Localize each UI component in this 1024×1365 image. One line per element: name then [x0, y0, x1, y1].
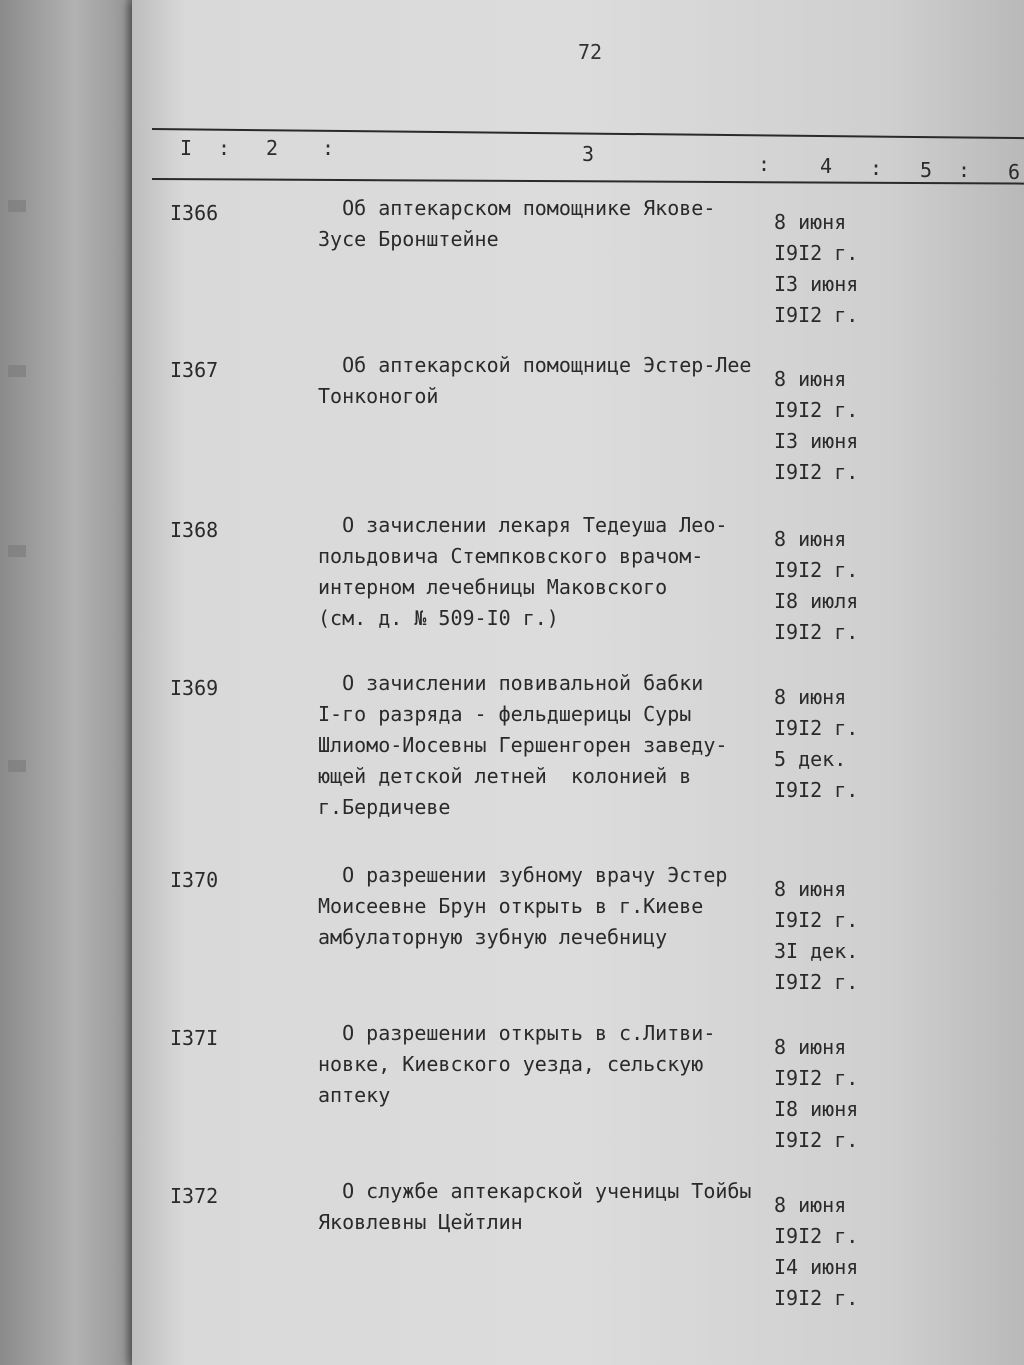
column-separator: :: [322, 136, 335, 160]
entry-year: I9I2 г.: [774, 1224, 859, 1248]
entry-date: 8 июня: [774, 527, 847, 551]
facing-page-mark: [8, 545, 26, 557]
entry-title-line: ющей детской летней колонией в: [318, 764, 692, 788]
entry-title: [318, 510, 778, 634]
entry-title: [318, 860, 778, 953]
column-separator: :: [870, 156, 883, 180]
facing-page-mark: [8, 200, 26, 212]
entry-date: I4 июня: [774, 1255, 859, 1279]
facing-page: [0, 0, 135, 1365]
entry-dates: [774, 1032, 858, 1156]
entry-year: I9I2 г.: [774, 460, 859, 484]
entry-date: I8 июня: [774, 1097, 859, 1121]
entry-year: I9I2 г.: [774, 241, 859, 265]
column-header-5: 5: [920, 158, 933, 182]
entry-number: I370: [170, 868, 219, 892]
column-header-6: 6: [1008, 160, 1021, 184]
entry-year: I9I2 г.: [774, 1066, 859, 1090]
entry-number: I368: [170, 518, 219, 542]
entry-year: I9I2 г.: [774, 558, 859, 582]
entry-date: 3I дек.: [774, 939, 859, 963]
column-separator: :: [958, 158, 971, 182]
entry-dates: [774, 682, 858, 806]
entry-dates: [774, 364, 858, 488]
entry-title: [318, 1018, 778, 1111]
entry-date: I3 июня: [774, 429, 859, 453]
column-header-1: I: [180, 136, 193, 160]
entry-date: 5 дек.: [774, 747, 847, 771]
entry-date: I3 июня: [774, 272, 859, 296]
entry-title-line: Об аптекарском помощнике Якове-: [318, 196, 716, 220]
page-number: 72: [578, 40, 603, 64]
entry-date: 8 июня: [774, 877, 847, 901]
entry-year: I9I2 г.: [774, 778, 859, 802]
entry-dates: [774, 207, 858, 331]
entry-number: I37I: [170, 1026, 219, 1050]
entry-number: I367: [170, 358, 219, 382]
entry-year: I9I2 г.: [774, 1128, 859, 1152]
column-header-3: 3: [582, 142, 595, 166]
entry-title-line: интерном лечебницы Маковского: [318, 575, 668, 599]
entry-year: I9I2 г.: [774, 303, 859, 327]
entry-title-line: Тонконогой: [318, 384, 439, 408]
entry-date: 8 июня: [774, 685, 847, 709]
entry-title-line: амбулаторную зубную лечебницу: [318, 925, 668, 949]
entry-title-line: Моисеевне Брун открыть в г.Киеве: [318, 894, 704, 918]
facing-page-mark: [8, 760, 26, 772]
entry-year: I9I2 г.: [774, 620, 859, 644]
entry-title: [318, 1176, 778, 1238]
entry-date: 8 июня: [774, 1035, 847, 1059]
entry-title-line: Шлиомо-Иосевны Гершенгорен заведу-: [318, 733, 728, 757]
facing-page-mark: [8, 365, 26, 377]
entry-year: I9I2 г.: [774, 716, 859, 740]
entry-title-line: I-го разряда - фельдшерицы Суры: [318, 702, 692, 726]
entry-year: I9I2 г.: [774, 398, 859, 422]
column-header-2: 2: [266, 136, 279, 160]
entry-title-line: Об аптекарской помощнице Эстер-Лее: [318, 353, 752, 377]
entry-year: I9I2 г.: [774, 1286, 859, 1310]
entry-year: I9I2 г.: [774, 970, 859, 994]
entry-title: [318, 193, 778, 255]
entry-title-line: аптеку: [318, 1083, 391, 1107]
entry-title-line: О разрешении зубному врачу Эстер: [318, 863, 728, 887]
entry-title-line: О службе аптекарской ученицы Тойбы: [318, 1179, 752, 1203]
entry-date: 8 июня: [774, 367, 847, 391]
entry-title-line: г.Бердичеве: [318, 795, 451, 819]
column-separator: :: [758, 152, 771, 176]
entry-title-line: О разрешении открыть в с.Литви-: [318, 1021, 716, 1045]
column-separator: :: [218, 136, 231, 160]
entry-title: [318, 668, 778, 823]
column-header-4: 4: [820, 154, 833, 178]
entry-number: I369: [170, 676, 219, 700]
entry-title-line: О зачислении повивальной бабки: [318, 671, 704, 695]
entry-title-line: Яковлевны Цейтлин: [318, 1210, 523, 1234]
entry-title: [318, 350, 778, 412]
entry-title-line: (см. д. № 509-I0 г.): [318, 606, 559, 630]
entry-date: 8 июня: [774, 1193, 847, 1217]
entry-title-line: О зачислении лекаря Тедеуша Лео-: [318, 513, 728, 537]
entry-dates: [774, 874, 858, 998]
entry-year: I9I2 г.: [774, 908, 859, 932]
entry-dates: [774, 524, 858, 648]
entry-number: I372: [170, 1184, 219, 1208]
entry-title-line: Зусе Бронштейне: [318, 227, 499, 251]
entry-title-line: польдовича Стемпковского врачом-: [318, 544, 704, 568]
entry-dates: [774, 1190, 858, 1314]
entry-date: I8 июля: [774, 589, 859, 613]
entry-title-line: новке, Киевского уезда, сельскую: [318, 1052, 704, 1076]
entry-number: I366: [170, 201, 219, 225]
entry-date: 8 июня: [774, 210, 847, 234]
